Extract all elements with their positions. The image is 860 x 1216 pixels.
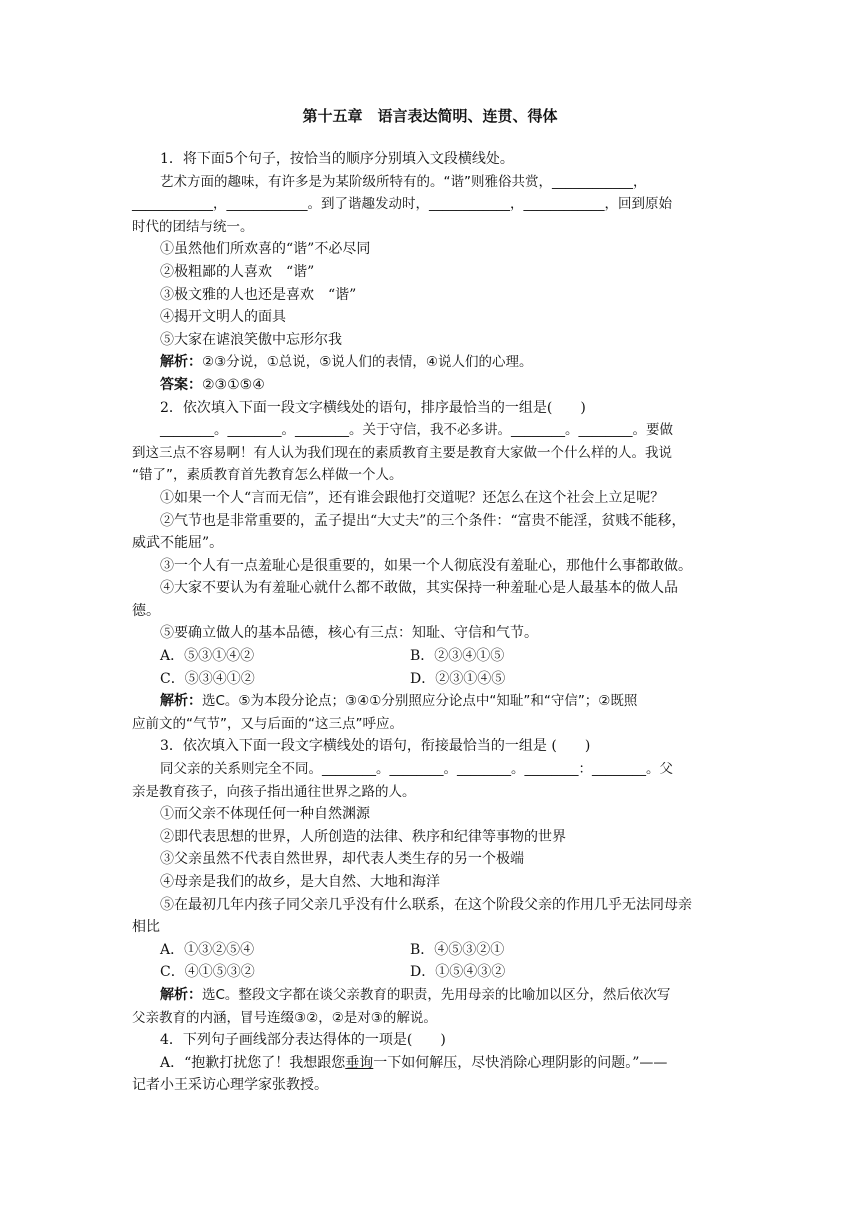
q3-passage-line: 同父亲的关系则完全不同。________。________。________。________：________。父 [160, 761, 673, 778]
q4-option-a-continued: 记者小王采访心理学家张教授。 [132, 1077, 328, 1094]
option-d: D．①⑤④③② [410, 964, 506, 981]
answer-text: ②③①⑤④ [202, 376, 265, 393]
q1-item: ②极粗鄙的人喜欢 “谐” [160, 263, 315, 280]
underlined-phrase: 垂询 [345, 1054, 374, 1071]
option-c: C．④①⑤③② [160, 964, 255, 981]
q1-item: ⑤大家在谑浪笑傲中忘形尔我 [160, 331, 342, 348]
q1-passage-line: 艺术方面的趣味，有许多是为某阶级所特有的。“谐”则雅俗共赏，____________， [160, 173, 647, 190]
option-a-text: A．“抱歉打扰您了！我想跟您 [160, 1054, 346, 1071]
analysis-text: 选C。⑤为本段分论点；③④①分别照应分论点中“知耻”和“守信”；②既照 [202, 693, 638, 710]
option-a-text-end: 一下如何解压，尽快消除心理阴影的问题。”—— [373, 1054, 668, 1071]
q3-analysis [132, 984, 732, 1007]
q2-item: ⑤要确立做人的基本品德，核心有三点：知耻、守信和气节。 [160, 625, 538, 642]
q2-item: ②气节也是非常重要的，孟子提出“大丈夫”的三个条件：“富贵不能淫，贫贱不能移， [160, 512, 686, 529]
q2-item: ①如果一个人“言而无信”，还有谁会跟他打交道呢？还怎么在这个社会上立足呢？ [160, 489, 665, 506]
option-d: D．②③①④⑤ [410, 670, 506, 687]
q2-analysis-continued: 应前文的“气节”，又与后面的“这三点”呼应。 [132, 715, 403, 732]
q3-item: ②即代表思想的世界，人所创造的法律、秩序和纪律等事物的世界 [160, 828, 566, 845]
analysis-label: 解析： [160, 693, 202, 710]
option-a: A．①③②⑤④ [160, 941, 255, 958]
q3-options-row [132, 961, 732, 984]
q2-item: ④大家不要认为有羞耻心就什么都不敢做，其实保持一种羞耻心是人最基本的做人品 [160, 580, 678, 597]
option-c: C．⑤③④①② [160, 670, 255, 687]
q2-options-row [132, 645, 732, 668]
q1-answer [132, 374, 732, 397]
q1-item: ①虽然他们所欢喜的“谐”不必尽同 [160, 241, 371, 258]
q2-passage-line: ________。________。________。关于守信，我不必多讲。________。________。要做 [160, 422, 673, 439]
q3-item: ③父亲虽然不代表自然世界，却代表人类生存的另一个极端 [160, 851, 524, 868]
q1-item: ④揭开文明人的面具 [160, 309, 286, 326]
q3-item: ①而父亲不体现任何一种自然渊源 [160, 806, 370, 823]
q2-item: ③一个人有一点羞耻心是很重要的，如果一个人彻底没有羞耻心，那他什么事都敢做。 [160, 557, 692, 574]
q1-analysis [132, 351, 732, 374]
analysis-text: ②③分说，①总说，⑤说人们的表情，④说人们的心理。 [202, 354, 533, 371]
q2-item-continued: 德。 [132, 602, 160, 619]
q3-item: ⑤在最初几年内孩子同父亲几乎没有什么联系，在这个阶段父亲的作用几乎无法同母亲 [160, 896, 692, 913]
analysis-label: 解析： [160, 986, 202, 1003]
analysis-text: 选C。整段文字都在谈父亲教育的职责，先用母亲的比喻加以区分，然后依次写 [202, 986, 671, 1003]
q4-option-a [132, 1052, 732, 1075]
q3-passage-line: 亲是教育孩子，向孩子指出通往世界之路的人。 [132, 783, 416, 800]
q2-options-row [132, 668, 732, 691]
q2-passage-line: 到这三点不容易啊！有人认为我们现在的素质教育主要是教育大家做一个什么样的人。我说 [132, 444, 672, 461]
q1-item: ③极文雅的人也还是喜欢 “谐” [160, 286, 357, 303]
q4-stem: 4．下列句子画线部分表达得体的一项是( ) [160, 1032, 446, 1049]
q1-passage-line: ____________，____________。到了谐趣发动时，____________，____________，回到原始 [132, 196, 672, 213]
q2-analysis [132, 690, 732, 713]
q3-options-row [132, 939, 732, 962]
page-title: 第十五章 语言表达简明、连贯、得体 [302, 107, 558, 125]
q1-passage-line: 时代的团结与统一。 [132, 218, 254, 235]
option-b: B．②③④①⑤ [410, 648, 505, 665]
q3-item-continued: 相比 [132, 919, 160, 936]
q3-analysis-continued: 父亲教育的内涵，冒号连缀③②，②是对③的解说。 [132, 1009, 437, 1026]
q1-stem: 1．将下面5个句子，按恰当的顺序分别填入文段横线处。 [160, 151, 514, 167]
q2-stem: 2．依次填入下面一段文字横线处的语句，排序最恰当的一组是( ) [160, 399, 586, 416]
q2-passage-line: “错了”，素质教育首先教育怎么样做一个人。 [132, 467, 403, 484]
answer-label: 答案： [160, 376, 202, 393]
option-a: A．⑤③①④② [160, 648, 255, 665]
document-body [132, 148, 732, 1097]
analysis-label: 解析： [160, 354, 202, 371]
q3-stem: 3．依次填入下面一段文字横线处的语句，衔接最恰当的一组是 ( ) [160, 738, 591, 755]
q3-item: ④母亲是我们的故乡，是大自然、大地和海洋 [160, 874, 440, 890]
q2-item-continued: 威武不能屈”。 [132, 535, 224, 552]
option-b: B．④⑤③②① [410, 941, 505, 958]
